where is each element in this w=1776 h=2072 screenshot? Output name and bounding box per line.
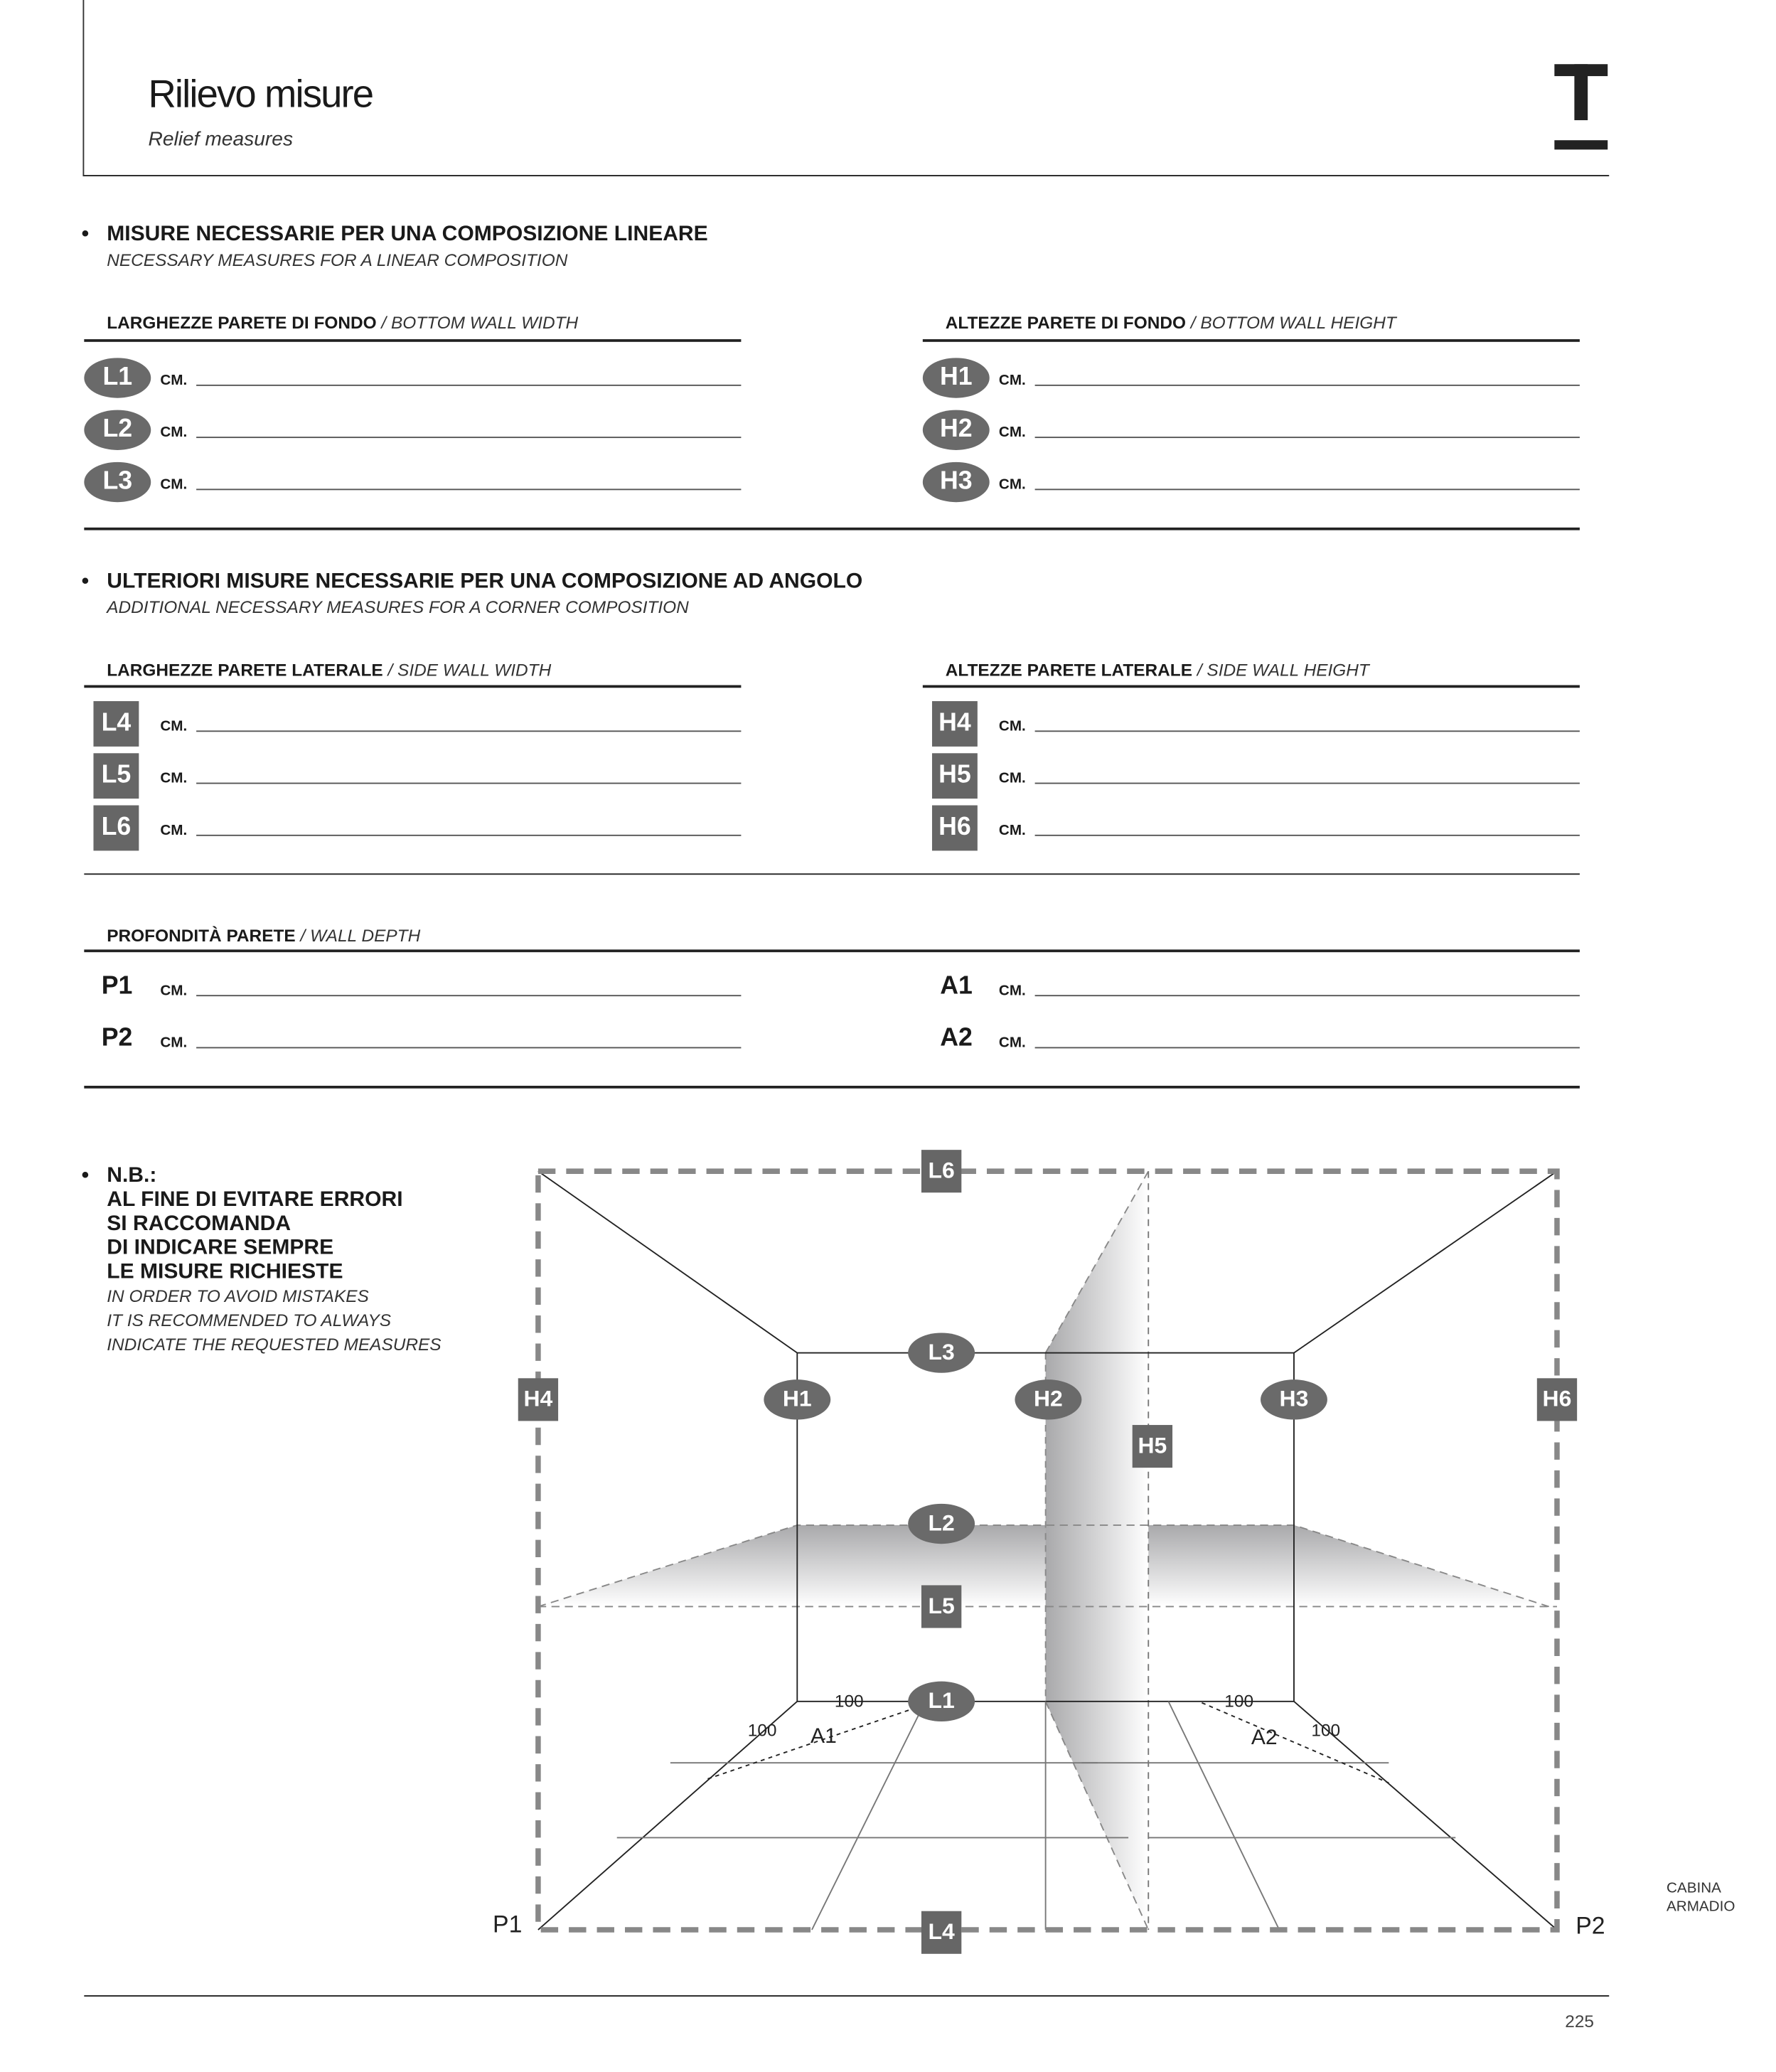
- unit-label: CM.: [998, 770, 1026, 787]
- linear-heading: • MISURE NECESSARIE PER UNA COMPOSIZIONE LINEARE: [107, 223, 707, 247]
- diagram-badge-h1: H1: [764, 1379, 830, 1419]
- diagram-badge-h5: H5: [1133, 1425, 1172, 1468]
- measure-input-l1[interactable]: [196, 385, 741, 386]
- side-plane: [538, 1171, 1557, 1930]
- badge-h1: H1: [923, 358, 990, 397]
- measure-input-a2[interactable]: [1035, 1047, 1580, 1049]
- svg-text:100: 100: [1224, 1692, 1254, 1711]
- bottom-wall-width-label: LARGHEZZE PARETE DI FONDO / BOTTOM WALL WIDTH: [107, 312, 579, 333]
- badge-h3: H3: [923, 462, 990, 502]
- page-title: Rilievo misure: [148, 73, 373, 117]
- measure-input-l5[interactable]: [196, 783, 741, 784]
- badge-p1: P1: [101, 972, 133, 1000]
- dimension-labels: [493, 1692, 1605, 1939]
- measure-input-l2[interactable]: [196, 437, 741, 438]
- badge-h4: H4: [932, 701, 978, 747]
- unit-label: CM.: [998, 476, 1026, 493]
- measure-input-h5[interactable]: [1035, 783, 1580, 784]
- unit-label: CM.: [998, 822, 1026, 839]
- svg-text:P1: P1: [493, 1911, 523, 1938]
- unit-label: CM.: [160, 424, 188, 441]
- bottom-wall-height-label: ALTEZZE PARETE DI FONDO / BOTTOM WALL HEIGHT: [945, 312, 1396, 333]
- page-subtitle: Relief measures: [148, 128, 294, 151]
- badge-l1: L1: [84, 358, 151, 397]
- badge-l4: L4: [93, 701, 139, 747]
- badge-h2: H2: [923, 410, 990, 450]
- page-number: 225: [1565, 2011, 1595, 2031]
- diagram-badge-l6: L6: [921, 1150, 961, 1192]
- measure-input-h3[interactable]: [1035, 488, 1580, 490]
- badge-h6: H6: [932, 806, 978, 851]
- unit-label: CM.: [160, 770, 188, 787]
- diagram-badge-l5: L5: [921, 1585, 961, 1628]
- side-wall-width-label: LARGHEZZE PARETE LATERALE / SIDE WALL WIDTH: [107, 659, 552, 680]
- badge-h5: H5: [932, 753, 978, 799]
- diagram-badge-l4: L4: [921, 1911, 961, 1954]
- unit-label: CM.: [998, 983, 1026, 999]
- diagram-badge-l1: L1: [908, 1682, 975, 1721]
- measure-input-l3[interactable]: [196, 488, 741, 490]
- badge-l5: L5: [93, 753, 139, 799]
- unit-label: CM.: [160, 1035, 188, 1052]
- unit-label: CM.: [998, 718, 1026, 735]
- diagram-badge-h4: H4: [518, 1378, 558, 1421]
- unit-label: CM.: [160, 983, 188, 999]
- unit-label: CM.: [160, 476, 188, 493]
- measure-input-h6[interactable]: [1035, 835, 1580, 836]
- unit-label: CM.: [998, 1035, 1026, 1052]
- measure-input-l4[interactable]: [196, 730, 741, 732]
- corner-subheading: ADDITIONAL NECESSARY MEASURES FOR A CORNER COMPOSITION: [107, 597, 689, 617]
- measure-input-h1[interactable]: [1035, 385, 1580, 386]
- category-label: CABINA ARMADIO: [1666, 1880, 1735, 1916]
- unit-label: CM.: [998, 424, 1026, 441]
- note-block: • N.B.: AL FINE DI EVITARE ERRORI SI RACCOMANDA DI INDICARE SEMPRE LE MISURE RICHIESTE IN ORDER TO AVOID MISTAKES IT IS RECOMMENDED TO ALWAYS INDICATE THE REQUESTED MEASURES: [107, 1165, 441, 1357]
- badge-p2: P2: [101, 1024, 133, 1053]
- unit-label: CM.: [160, 718, 188, 735]
- unit-label: CM.: [160, 822, 188, 839]
- measure-input-p2[interactable]: [196, 1047, 741, 1049]
- badge-a2: A2: [940, 1024, 973, 1053]
- side-wall-height-label: ALTEZZE PARETE LATERALE / SIDE WALL HEIGHT: [945, 659, 1369, 680]
- measure-input-h4[interactable]: [1035, 730, 1580, 732]
- wall-depth-label: PROFONDITÀ PARETE / WALL DEPTH: [107, 925, 421, 946]
- badge-l6: L6: [93, 806, 139, 851]
- badge-l3: L3: [84, 462, 151, 502]
- svg-text:A1: A1: [811, 1724, 837, 1748]
- badge-l2: L2: [84, 410, 151, 450]
- linear-subheading: NECESSARY MEASURES FOR A LINEAR COMPOSITION: [107, 250, 568, 270]
- measure-input-p1[interactable]: [196, 995, 741, 996]
- svg-text:A2: A2: [1251, 1725, 1278, 1749]
- footer-divider: [84, 1995, 1609, 1997]
- unit-label: CM.: [160, 373, 188, 389]
- svg-text:P2: P2: [1576, 1912, 1605, 1940]
- diagram-badge-l3: L3: [908, 1333, 975, 1372]
- diagram-badge-l2: L2: [908, 1504, 975, 1544]
- measure-input-l6[interactable]: [196, 835, 741, 836]
- badge-a1: A1: [940, 972, 973, 1000]
- measure-input-h2[interactable]: [1035, 437, 1580, 438]
- svg-text:100: 100: [1311, 1721, 1341, 1741]
- corner-heading: • ULTERIORI MISURE NECESSARIE PER UNA COMPOSIZIONE AD ANGOLO: [107, 570, 862, 594]
- measure-input-a1[interactable]: [1035, 995, 1580, 996]
- svg-text:100: 100: [747, 1721, 777, 1741]
- diagram-badge-h3: H3: [1261, 1379, 1327, 1419]
- diagram-badge-h6: H6: [1537, 1378, 1577, 1421]
- svg-text:100: 100: [834, 1692, 864, 1711]
- diagram-badge-h2: H2: [1015, 1379, 1081, 1419]
- unit-label: CM.: [998, 373, 1026, 389]
